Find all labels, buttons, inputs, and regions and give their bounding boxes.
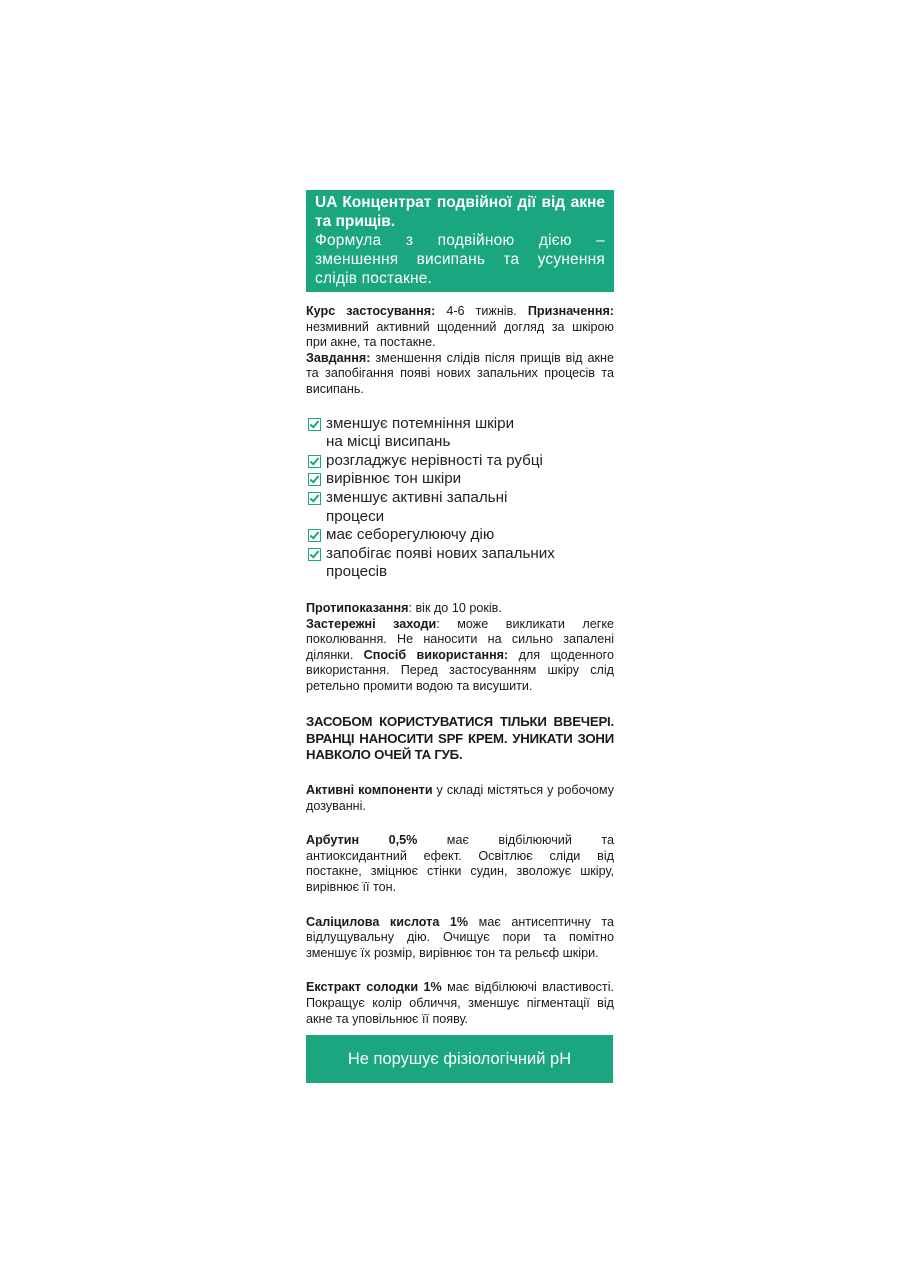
benefit-item bbox=[306, 470, 614, 489]
ingredient-salicylic-acid bbox=[306, 915, 614, 962]
course-label: Курс застосування: bbox=[306, 304, 436, 318]
checkbox-checked-icon bbox=[308, 473, 321, 486]
actives-value: у складі містяться у робочому дозуванні. bbox=[306, 782, 614, 813]
ingredient-arbutin bbox=[306, 833, 614, 895]
ingredient-description: має відбілюючі властивості. Покращує колір обличчя, зменшує пігментації від акне та уповільнює її появу. bbox=[306, 980, 614, 1026]
purpose-value: незмивний активний щоденний догляд за шкірою при акне, та постакне. bbox=[306, 319, 614, 350]
contraindications-label: Протипоказання bbox=[306, 600, 409, 615]
benefit-text: зменшує потемніння шкіри на місці висипань bbox=[326, 414, 515, 451]
safety-section bbox=[306, 601, 614, 695]
method-value: для щоденного використання. Перед застосуванням шкіру слід ретельно промити водою та висушити. bbox=[306, 647, 614, 693]
evening-use-warning: ЗАСОБОМ КОРИСТУВАТИСЯ ТІЛЬКИ ВВЕЧЕРІ. ВРАНЦІ НАНОСИТИ SPF КРЕМ. УНИКАТИ ЗОНИ НАВКОЛО ОЧЕЙ ТА ГУБ. bbox=[306, 714, 614, 763]
benefit-item bbox=[306, 526, 614, 545]
checkbox-checked-icon bbox=[308, 418, 321, 431]
actives-intro bbox=[306, 783, 614, 814]
caution-label: Застережні заходи bbox=[306, 616, 437, 631]
purpose-label: Призначення: bbox=[527, 304, 614, 318]
ingredient-name: Арбутин 0,5% bbox=[306, 833, 418, 848]
benefit-text: зменшує активні запальні процеси bbox=[326, 488, 508, 525]
caution-value: : може викликати легке поколювання. Не наносити на сильно запалені ділянки. bbox=[306, 616, 614, 662]
benefit-text: вирівнює тон шкіри bbox=[326, 470, 462, 488]
actives-label: Активні компоненти bbox=[306, 782, 433, 797]
checkbox-checked-icon bbox=[308, 548, 321, 561]
usage-section bbox=[306, 304, 614, 398]
task-label: Завдання: bbox=[306, 350, 371, 365]
ingredient-licorice-extract bbox=[306, 980, 614, 1027]
ingredient-description: має антисептичну та відлущувальну дію. Очищує пори та помітно зменшує їх розмір, вирівнює тон та рельєф шкіри. bbox=[306, 914, 615, 960]
course-value: 4-6 тижнів. bbox=[435, 304, 528, 318]
benefit-text: розгладжує нерівності та рубці bbox=[326, 451, 543, 469]
contraindications-value: : вік до 10 років. bbox=[408, 600, 502, 615]
benefits-list bbox=[306, 415, 614, 582]
benefit-text: запобігає появі нових запальних процесів bbox=[326, 544, 555, 581]
benefit-item bbox=[306, 545, 614, 582]
method-label: Спосіб використання: bbox=[363, 647, 509, 662]
product-subtitle: Формула з подвійною дією – зменшення висипань та усунення слідів постакне. bbox=[315, 232, 605, 287]
checkbox-checked-icon bbox=[308, 492, 321, 505]
benefit-item bbox=[306, 415, 614, 452]
product-title: UA Концентрат подвійної дії від акне та прищів. bbox=[315, 194, 605, 230]
product-leaflet bbox=[306, 190, 614, 1027]
benefit-text: має себорегулюючу дію bbox=[326, 526, 495, 544]
ph-neutral-badge: Не порушує фізіологічний pH bbox=[306, 1035, 613, 1083]
benefit-item bbox=[306, 452, 614, 471]
ingredient-name: Екстракт солодки 1% bbox=[306, 980, 442, 995]
checkbox-checked-icon bbox=[308, 455, 321, 468]
task-value: зменшення слідів після прищів від акне та запобігання появі нових запальних процесів та висипань. bbox=[306, 350, 614, 396]
ingredient-name: Саліцилова кислота 1% bbox=[306, 914, 469, 929]
checkbox-checked-icon bbox=[308, 529, 321, 542]
benefit-item bbox=[306, 489, 614, 526]
title-banner bbox=[306, 190, 614, 292]
ingredient-description: має відбілюючий та антиоксидантний ефект. Освітлює сліди від постакне, зміцнює стінки судин, зволожує шкіру, вирівнює її тон. bbox=[306, 833, 614, 894]
